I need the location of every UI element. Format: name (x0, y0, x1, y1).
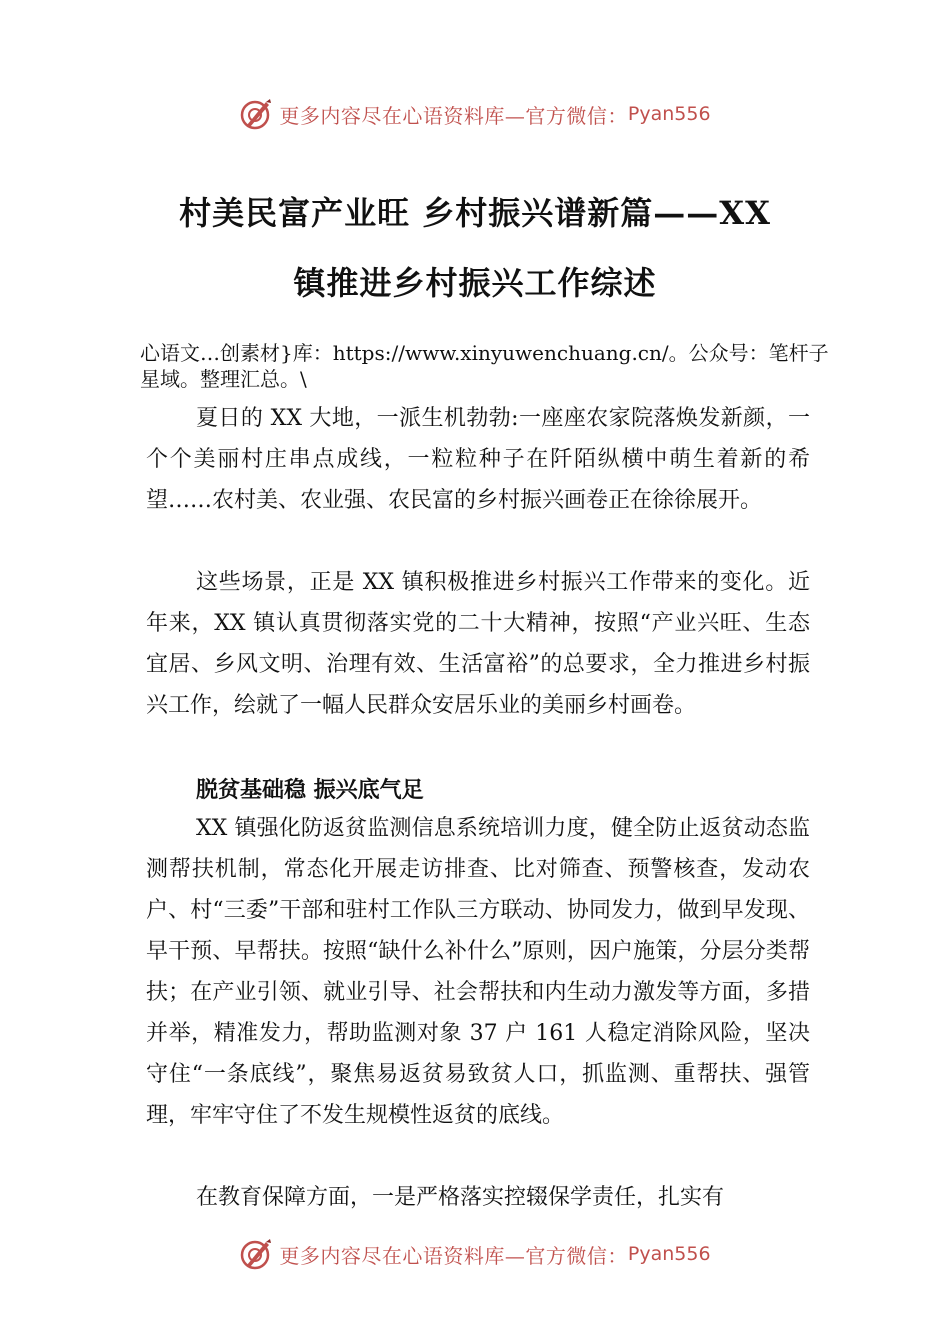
footer-banner (0, 1232, 950, 1276)
banner-text: 更多内容尽在心语资料库—官方微信： (279, 1243, 628, 1268)
section-heading: 脱贫基础稳 振兴底气足 (196, 778, 424, 803)
source-note: 心语文…创素材}库：https://www.xinyuwenchuang.cn/。公众号：笔杆子星域。整理汇总。\ (140, 341, 829, 391)
document-title-line2: 镇推进乡村振兴工作综述 (293, 264, 657, 302)
banner-wechat-id: Pyan556 (627, 103, 711, 125)
paragraph-2: 这些场景，正是 XX 镇积极推进乡村振兴工作带来的变化。近年来，XX 镇认真贯彻落实党的二十大精神，按照“产业兴旺、生态宜居、乡风文明、治理有效、生活富裕”的总要求，全力推进乡村振兴工作，绘就了一幅人民群众安居乐业的美丽乡村画卷。 (146, 570, 810, 718)
section-paragraph-2: 在教育保障方面，一是严格落实控辍保学责任，扎实有 (196, 1185, 725, 1210)
section-paragraph-1: XX 镇强化防返贫监测信息系统培训力度，健全防止返贫动态监测帮扶机制，常态化开展走访排查、比对筛查、预警核查，发动农户、村“三委”干部和驻村工作队三方联动、协同发力，做到早发现、早干预、早帮扶。按照“缺什么补什么”原则，因户施策，分层分类帮扶；在产业引领、就业引导、社会帮扶和内生动力激发等方面，多措并举，精准发力，帮助监测对象 37 户 161 人稳定消除风险，坚决守住“一条底线”，聚焦易返贫易致贫人口，抓监测、重帮扶、强管理，牢牢守住了不发生规模性返贫的底线。 (146, 816, 810, 1128)
document-title-line1: 村美民富产业旺 乡村振兴谱新篇——XX (179, 194, 771, 232)
paragraph-1: 夏日的 XX 大地，一派生机勃勃:一座座农家院落焕发新颜，一个个美丽村庄串点成线，一粒粒种子在阡陌纵横中萌生着新的希望……农村美、农业强、农民富的乡村振兴画卷正在徐徐展开。 (146, 406, 810, 513)
pen-logo-icon (239, 97, 273, 131)
banner-text: 更多内容尽在心语资料库—官方微信： (279, 103, 628, 128)
header-banner (0, 92, 950, 136)
pen-logo-icon (239, 1237, 273, 1271)
banner-wechat-id: Pyan556 (627, 1243, 711, 1265)
